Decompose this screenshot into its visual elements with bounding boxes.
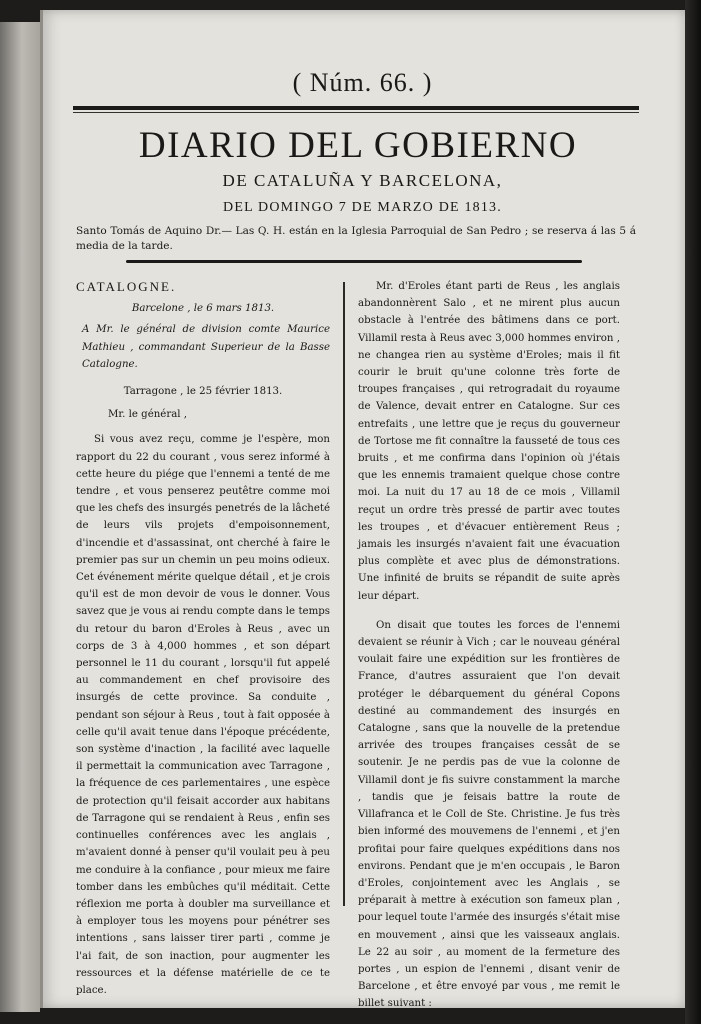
previous-page-edge xyxy=(0,22,40,1012)
letter-place-date: Tarragone , le 25 février 1813. xyxy=(123,386,283,398)
masthead-title: DIARIO DEL GOBIERNO xyxy=(138,125,578,166)
letter-body: Si vous avez reçu, comme je l'espère, mon rapport du 22 du courant , vous serez informé à cette heure du piége que l'ennemi a tenté de me tendre , et vous penserez peutêtre comme moi que les chefs des insurgés penetrés de la lâcheté de leurs vils projets d'empoisonnement, d'incendie et d'assassinat, ont cherché à faire le premier pas sur un chemin un peu moins odieux. Cet événement mérite quelque détail , et je crois qu'il est de mon devoir de vous le donner. Vous savez que je vous ai rendu compte dans le temps du retour du baron d'Eroles à Reus , avec un corps de 3 à 4,000 hommes , et son départ personnel le 11 du courant , lorsqu'il fut appelé au commandement en chef provisoire des insurgés de cette province. Sa conduite , pendant son séjour à Reus , tout à fait opposée à celle qu'il avait tenue dans l'époque précédente, son système d'inaction , la facilité avec laquelle il permettait la communication avec Tarragone , la fréquence de ces parlementaires , une espèce de protection qu'il feisait accorder aux habitans de Tarragone qui se rendaient à Reus , enfin ses continuelles conférences avec les anglais , m'avaient donné à penser qu'il voulait peu à peu me conduire à la confiance , pour mieux me faire tomber dans les embûches qu'il méditait. Cette réflexion me porta à doubler ma surveillance et à employer tous les moyens pour pénétrer ses intentions , sans laisser tirer parti , comme je l'ai fait, de son inaction, pour augmenter les ressources et la défense matérielle de ce te place. xyxy=(76,434,330,996)
left-column xyxy=(76,278,330,999)
paragraph-2: On disait que toutes les forces de l'ennemi devaient se réunir à Vich ; car le nouveau général voulait faire une expédition sur les frontières de France, d'autres assuraient que l'on devait protéger le débarquement du général Copons destiné au commandement des insurgés en Catalogne , sans que la nouvelle de la pretendue arrivée des troupes françaises cessât de se soutenir. Je ne perdis pas de vue la colonne de Villamil dont je fis suivre constamment la marche , tandis que je feisais battre la route de Villafranca et le Coll de Ste. Christine. Je fus très bien informé des mouvemens de l'ennemi , et j'en profitai pour faire quelques expéditions dans nos environs. Pendant que je m'en occupais , le Baron d'Eroles, conjointement avec les Anglais , se préparait à mettre à exécution son fameux plan , pour lequel toute l'armée des insurgés s'était mise en mouvement , ainsi que les vaisseaux anglais. Le 22 au soir , au moment de la fermeture des portes , un espion de l'ennemi , disant venir de Barcelone , et être envoyé par vous , me remit le billet suivant : xyxy=(358,619,620,1010)
church-notice: Santo Tomás de Aquino Dr.— Las Q. H. están en la Iglesia Parroquial de San Pedro ; se reserva á las 5 á media de la tarde. xyxy=(76,225,636,252)
section-rule xyxy=(126,260,582,263)
column-divider xyxy=(343,282,345,906)
page-gutter xyxy=(40,10,43,1008)
paragraph-1: Mr. d'Eroles étant parti de Reus , les anglais abandonnèrent Salo , et ne mirent plus aucun obstacle à l'entrée des bâtimens dans ce port. Villamil resta à Reus avec 3,000 hommes environ , ne changea rien au système d'Eroles; mais il fit courir le bruit qu'une colonne très forte de troupes françaises , qui retrogradait du royaume de Valence, devait entrer en Catalogne. Sur ces entrefaits , une lettre que je reçus du gouverneur de Tortose me fit connaître la fausseté de tous ces bruits , et me confirma dans l'opinion où j'étais que les ennemis tramaient quelque chose contre moi. La nuit du 17 au 18 de ce mois , Villamil reçut un ordre très pressé de partir avec toutes les troupes , et d'évacuer entièrement Reus ; jamais les insurgés n'avaient fait une évacuation plus complète et avec plus de démonstrations. Une infinité de bruits se répandit de suite après leur départ. xyxy=(358,281,620,602)
header-rule xyxy=(73,106,639,110)
issue-date: DEL DOMINGO 7 DE MARZO DE 1813. xyxy=(223,200,502,215)
newspaper-page xyxy=(40,10,685,1008)
header-rule-thin xyxy=(73,112,639,113)
issue-number: ( Núm. 66. ) xyxy=(292,68,433,97)
right-page-shadow xyxy=(685,0,701,1024)
section-heading: CATALOGNE. xyxy=(76,279,177,294)
masthead-subtitle: DE CATALUÑA Y BARCELONA, xyxy=(222,171,503,190)
right-column xyxy=(358,278,620,1013)
dateline: Barcelone , le 6 mars 1813. xyxy=(131,303,275,315)
letter-salutation: Mr. le général , xyxy=(108,409,188,421)
letter-address: A Mr. le général de division comte Maurice Mathieu , commandant Superieur de la Basse Catalogne. xyxy=(82,324,330,370)
